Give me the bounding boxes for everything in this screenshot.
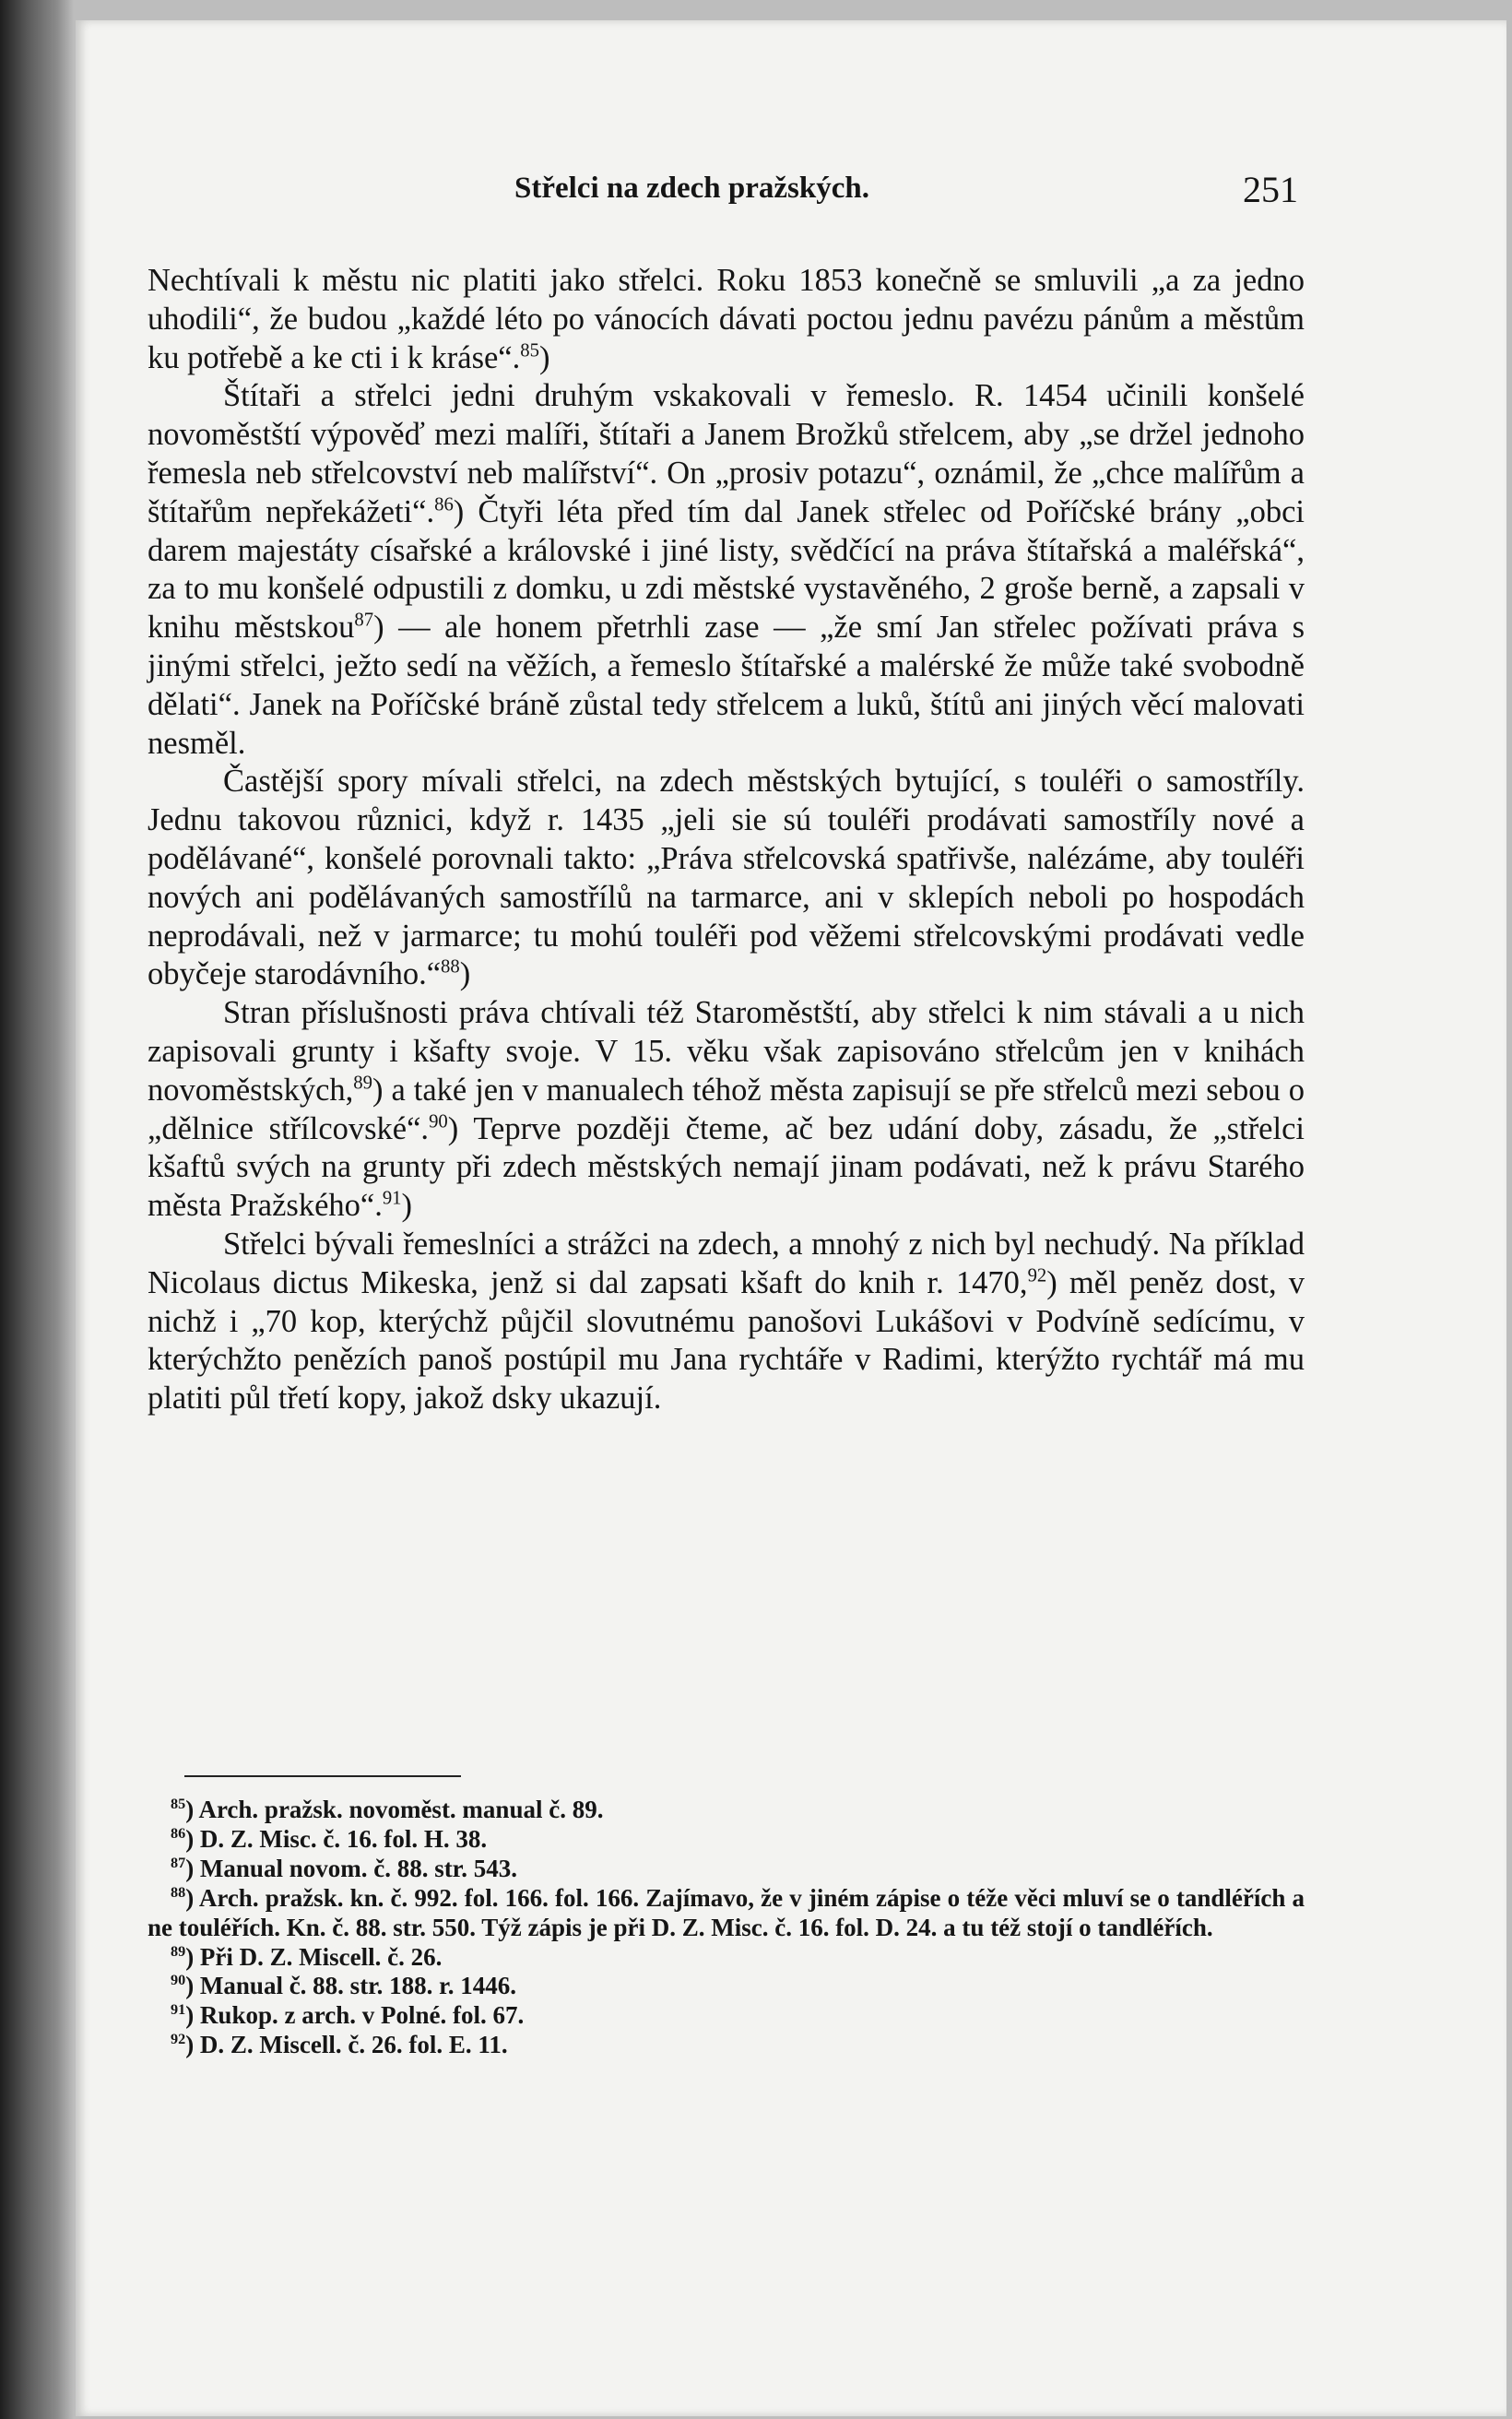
paragraph-text: ) xyxy=(459,956,471,992)
footnote-text: ) Manual novom. č. 88. str. 543. xyxy=(185,1854,517,1882)
running-header xyxy=(514,168,1298,214)
paragraph-text: Střelci bývali řemeslníci a strážci na zdech, a mnohý z nich byl nechudý. Na příklad Nicolaus dictus Mikeska, jenž si dal zapsati kšaft do knih r. 1470, xyxy=(148,1226,1305,1300)
footnote-text: ) Při D. Z. Miscell. č. 26. xyxy=(185,1942,443,1971)
paragraph xyxy=(148,377,1305,763)
paragraph xyxy=(148,1226,1305,1418)
footnote-mark: 91 xyxy=(171,2001,186,2019)
footnote xyxy=(148,1796,1305,1825)
footnote xyxy=(148,1855,1305,1884)
footnote xyxy=(148,2031,1305,2060)
paragraph xyxy=(148,262,1305,377)
paragraph-text: ) Čtyři léta před tím dal Janek střelec od Poříčské brány „obci darem majestáty císařské a královské i jiné listy, svědčící na práva štítařská a maléřská“, za to mu konšelé odpustili z domku, u zdi městské vystavěného, 2 groše berně, a zapsali v knihu městskou xyxy=(148,493,1305,646)
paragraph-text: ) xyxy=(401,1188,413,1224)
footnote-text: ) Rukop. z arch. v Polné. fol. 67. xyxy=(185,2001,525,2030)
paragraph xyxy=(148,763,1305,994)
paragraph-text: Stran příslušnosti práva chtívali též Staroměstští, aby střelci k nim stávali a u nich zapisovali grunty i kšafty svoje. V 15. věku však zapisováno střelcům jen v knihách novoměstských, xyxy=(148,995,1305,1108)
footnote-text: ) D. Z. Misc. č. 16. fol. H. 38. xyxy=(185,1824,488,1853)
footnote-text: ) D. Z. Miscell. č. 26. fol. E. 11. xyxy=(185,2031,508,2059)
footnote-text: ) Manual č. 88. str. 188. r. 1446. xyxy=(185,1972,516,2000)
paragraph-text: ) xyxy=(538,339,550,375)
footnote-reference: 86 xyxy=(434,494,454,516)
footnote-mark: 92 xyxy=(171,2031,186,2048)
footnote-reference: 87 xyxy=(354,610,374,631)
footnote-reference: 92 xyxy=(1027,1265,1047,1287)
body-text xyxy=(148,262,1305,1418)
footnote xyxy=(148,2001,1305,2031)
paragraph-text: ) Teprve později čteme, ač bez udání doby, zásadu, že „střelci kšaftů svých na grunty při zdech městských nemají jinam podávati, než k právu Starého města Pražského“. xyxy=(148,1110,1305,1224)
footnote xyxy=(148,1825,1305,1855)
footnote-reference: 89 xyxy=(353,1073,372,1094)
paragraph-text: ) a také jen v manualech téhož města zapisují se pře střelců mezi sebou o „dělnice střílcovské“. xyxy=(148,1072,1305,1146)
footnote-mark: 90 xyxy=(171,1972,186,1989)
paragraph-text: ) měl peněz dost, v nichž i „70 kop, kterýchž půjčil slovutnému panošovi Lukášovi v Podvíně sedícímu, v kterýchžto penězích panoš postúpil mu Jana rychtáře v Radimi, kterýžto rychtář má mu platiti půl třetí kopy, jakož dsky ukazují. xyxy=(148,1264,1305,1417)
footnote-reference: 85 xyxy=(520,340,539,362)
footnote-text: ) Arch. pražsk. novoměst. manual č. 89. xyxy=(185,1796,604,1823)
footnote-text: ) Arch. pražsk. kn. č. 992. fol. 166. fol. 166. Zajímavo, že v jiném zápise o téže věci mluví se o tandléřích a ne touléřích. Kn. č. 88. str. 550. Týž zápis je při D. Z. Misc. č. 16. fol. D. 24. a tu též stojí o tandléřích. xyxy=(148,1883,1305,1941)
footnotes xyxy=(148,1796,1305,2060)
page-number: 251 xyxy=(1243,169,1298,210)
footnote xyxy=(148,1884,1305,1943)
footnote-reference: 90 xyxy=(429,1111,448,1132)
footnote-mark: 86 xyxy=(171,1824,186,1842)
footnote-mark: 87 xyxy=(171,1854,186,1871)
footnote-reference: 91 xyxy=(382,1188,402,1209)
paragraph xyxy=(148,994,1305,1226)
footnote-mark: 89 xyxy=(171,1942,186,1960)
footnote-mark: 85 xyxy=(171,1796,186,1812)
footnote-separator xyxy=(184,1775,461,1777)
paragraph-text: Častější spory mívali střelci, na zdech městských bytující, s touléři o samostříly. Jednu takovou různici, když r. 1435 „jeli sie sú touléři prodávati samostříly nové a podělávané“, konšelé porovnali takto: „Práva střelcovská spatřivše, nalézáme, aby touléři nových ani podělávaných samostřílů na tarmarce, ani v sklepích neboli po hospodách neprodávali, než v jarmarce; tu mohú touléři pod věžemi střelcovskými prodávati vedle obyčeje starodávního.“ xyxy=(148,764,1305,992)
footnote xyxy=(148,1943,1305,1973)
paragraph-text: Nechtívali k městu nic platiti jako střelci. Roku 1853 konečně se smluvili „a za jedno uhodili“, že budou „každé léto po vánocích dávati poctou jednu pavézu pánům a městům ku potřebě a ke cti i k kráse“. xyxy=(148,263,1305,375)
footnote xyxy=(148,1972,1305,2001)
paragraph-text: Štítaři a střelci jedni druhým vskakovali v řemeslo. R. 1454 učinili konšelé novoměstští výpověď mezi malíři, štítaři a Janem Brožků střelcem, aby „se držel jednoho řemesla neb střelcovství neb malířství“. On „prosiv potazu“, oznámil, že „chce malířům a štítařům nepřekážeti“. xyxy=(148,378,1305,529)
running-title: Střelci na zdech pražských. xyxy=(514,172,869,205)
paragraph-text: ) — ale honem přetrhli zase — „že smí Jan střelec požívati práva s jinými střelci, ježto sedí na věžích, a řemeslo štítařské a malérské že může také svobodně dělati“. Janek na Poříčské bráně zůstal tedy střelcem a luků, štítů ani jiných věcí malovati nesměl. xyxy=(148,610,1305,761)
footnote-mark: 88 xyxy=(171,1883,186,1901)
footnote-reference: 88 xyxy=(441,956,460,978)
